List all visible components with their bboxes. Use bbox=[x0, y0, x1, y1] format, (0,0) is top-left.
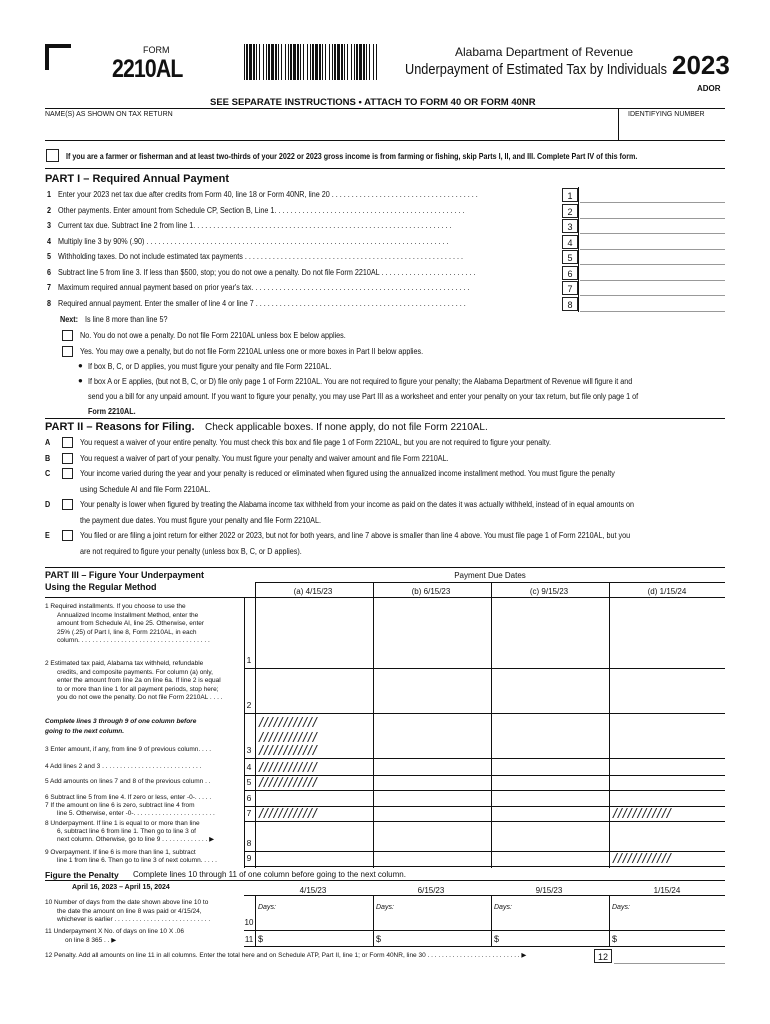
penalty-line10-text: the date the amount on line 8 was paid or 4/15/24, bbox=[57, 907, 202, 915]
bullet-icon: ● bbox=[78, 361, 83, 370]
part3-line-number: 6 bbox=[246, 793, 252, 803]
column-divider bbox=[609, 895, 610, 947]
part2-box-text: are not required to figure your penalty (unless box B, C, or D applies). bbox=[80, 547, 302, 556]
corner-mark bbox=[45, 44, 71, 70]
shaded-cell-hatch: //////////// bbox=[613, 850, 672, 866]
part1-line-text: Maximum required annual payment based on prior year's tax. . . . . . . . . . . . . . . . . . . . . . . . . . . . . . . . . . . . . . . . . . . . . . . . . . . . . . . bbox=[58, 283, 470, 292]
next-label: Next: bbox=[60, 315, 79, 324]
shaded-cell-hatch: //////////// bbox=[259, 774, 318, 790]
part3-line-number: 7 bbox=[246, 808, 252, 818]
part2-box-letter: D bbox=[45, 500, 51, 509]
part3-amount-input[interactable] bbox=[256, 851, 372, 865]
penalty-line11-text: 11 Underpayment X No. of days on line 10 X .06 bbox=[45, 928, 184, 935]
days-input[interactable] bbox=[257, 900, 371, 928]
complete-note: Complete lines 3 through 9 of one column before bbox=[45, 718, 197, 725]
part3-column-header: (b) 6/15/23 bbox=[411, 587, 451, 596]
barcode-bar bbox=[354, 44, 355, 80]
part1-line-text: Current tax due. Subtract line 2 from line 1. . . . . . . . . . . . . . . . . . . . . . . . . . . . . . . . . . . . . . . . . . . . . . . . . . . . . . . . . . . . . . . . . bbox=[58, 221, 452, 230]
barcode-bar bbox=[329, 44, 330, 80]
part3-line-text: line 1 from line 6. Then go to line 3 of next column. . . . . bbox=[57, 857, 217, 864]
part1-amount-input[interactable] bbox=[580, 218, 725, 234]
part2-box-letter: A bbox=[45, 438, 51, 447]
barcode-image bbox=[244, 44, 380, 80]
part3-column-header: (a) 4/15/23 bbox=[293, 587, 333, 596]
days-label: Days: bbox=[612, 904, 630, 911]
part2-box-checkbox[interactable] bbox=[62, 499, 73, 510]
penalty-period: April 16, 2023 – April 15, 2024 bbox=[72, 884, 170, 891]
part1-line-number: 4 bbox=[47, 236, 52, 246]
barcode-bar bbox=[376, 44, 377, 80]
attach-instructions: SEE SEPARATE INSTRUCTIONS • ATTACH TO FORM 40 OR FORM 40NR bbox=[210, 97, 536, 108]
part3-row-rule bbox=[244, 821, 725, 822]
bullet2-text: If box A or E applies, (but not B, C, or D) file only page 1 of Form 2210AL. You are not required to figure your penalty; the Alabama Department of Revenue will figure it and bbox=[88, 377, 633, 386]
barcode-bar bbox=[290, 44, 292, 80]
part3-amount-input[interactable] bbox=[374, 760, 490, 774]
barcode-bar bbox=[351, 44, 352, 80]
part1-line-box: 6 bbox=[562, 266, 578, 280]
column-divider bbox=[609, 583, 610, 868]
farmer-note: If you are a farmer or fisherman and at least two-thirds of your 2022 or 2023 gross income is from farming or fishing, skip Parts I, II, and III. Complete Part IV of this form. bbox=[66, 151, 638, 161]
part2-box-text: Your income varied during the year and your penalty is reduced or eliminated when figured using the annualized income installment method. You must figure the penalty bbox=[80, 469, 615, 478]
barcode-bar bbox=[300, 44, 301, 80]
penalty-amount-input[interactable] bbox=[503, 932, 605, 945]
barcode-bar bbox=[344, 44, 345, 80]
dollar-sign: $ bbox=[612, 934, 618, 944]
part2-box-letter: E bbox=[45, 531, 50, 540]
part3-amount-input[interactable] bbox=[374, 851, 490, 865]
days-label: Days: bbox=[494, 904, 512, 911]
part2-box-checkbox[interactable] bbox=[62, 530, 73, 541]
part1-line-number: 7 bbox=[47, 283, 52, 292]
complete-note: going to the next column. bbox=[45, 728, 125, 735]
barcode-bar bbox=[271, 44, 274, 80]
agency-code: ADOR bbox=[697, 84, 721, 93]
part3-amount-input[interactable] bbox=[610, 791, 726, 805]
part2-box-text: Your penalty is lower when figured by treating the Alabama income tax withheld from your income as paid on the dates it was actually withheld, instead of in equal amounts on bbox=[80, 500, 635, 509]
part3-line-number: 9 bbox=[246, 853, 252, 863]
part3-line4-text: 4 Add lines 2 and 3 . . . . . . . . . . . . . . . . . . . . . . . . . . . . bbox=[45, 763, 202, 770]
yes-checkbox[interactable] bbox=[62, 346, 73, 357]
part3-line3-text: 3 Enter amount, if any, from line 9 of previous column. . . . bbox=[45, 746, 212, 753]
part3-amount-input[interactable] bbox=[492, 775, 608, 789]
barcode-bar bbox=[246, 44, 248, 80]
barcode-bar bbox=[259, 44, 260, 80]
penalty-line-number: 11 bbox=[244, 935, 254, 944]
part2-rule bbox=[45, 418, 725, 419]
column-divider bbox=[491, 895, 492, 947]
column-divider bbox=[491, 583, 492, 868]
shaded-cell-hatch: //////////// bbox=[259, 742, 318, 758]
barcode-bar bbox=[263, 44, 264, 80]
barcode-bar bbox=[275, 44, 277, 80]
part1-line-number: 5 bbox=[47, 252, 52, 261]
barcode-bar bbox=[297, 44, 299, 80]
barcode-bar bbox=[315, 44, 318, 80]
barcode-bar bbox=[325, 44, 326, 80]
barcode-bar bbox=[281, 44, 282, 80]
part3-amount-input[interactable] bbox=[492, 743, 608, 757]
part3-amount-input[interactable] bbox=[610, 775, 726, 789]
penalty-rule bbox=[45, 880, 725, 881]
yes-text: Yes. You may owe a penalty, but do not file Form 2210AL unless one or more boxes in Part II below applies. bbox=[80, 347, 424, 356]
part3-amount-input[interactable] bbox=[492, 851, 608, 865]
penalty-amount-input[interactable] bbox=[385, 932, 487, 945]
part3-line-text: you do not owe the penalty. Do not file Form 2210AL . . . . bbox=[57, 694, 223, 701]
part1-line-number: 8 bbox=[47, 298, 52, 308]
days-label: Days: bbox=[258, 904, 276, 911]
part1-line-text: Enter your 2023 net tax due after credits from Form 40, line 18 or Form 40NR, line 20 . . . . . . . . . . . . . . . . . . . . . . . . . . . . . . . . . . . . . bbox=[58, 190, 478, 199]
shaded-cell-hatch: //////////// bbox=[259, 759, 318, 775]
part3-amount-input[interactable] bbox=[492, 791, 608, 805]
farmer-checkbox[interactable] bbox=[46, 149, 59, 162]
days-input[interactable] bbox=[375, 900, 489, 928]
part3-line-text: 1 Required installments. If you choose to use the bbox=[45, 603, 186, 610]
form-label: FORM bbox=[143, 45, 170, 55]
id-input[interactable] bbox=[622, 120, 722, 138]
part1-amount-input[interactable] bbox=[580, 296, 725, 312]
barcode-bar bbox=[249, 44, 252, 80]
part3-column-header: (d) 1/15/24 bbox=[647, 587, 687, 596]
part1-amount-input[interactable] bbox=[580, 265, 725, 281]
penalty-row-rule bbox=[244, 930, 725, 931]
part1-line-text: Subtract line 5 from line 3. If less than $500, stop; you do not owe a penalty. Do not file Form 2210AL . . . . . . . . . . . . . . . . . . . . . . . . bbox=[58, 267, 476, 277]
part3-amount-input[interactable] bbox=[492, 760, 608, 774]
part3-amount-input[interactable] bbox=[374, 791, 490, 805]
dollar-sign: $ bbox=[376, 934, 382, 944]
barcode-bar bbox=[293, 44, 296, 80]
part2-box-letter: C bbox=[45, 469, 51, 478]
part3-line-text: to or more than line 1 for all payment periods, stop here; bbox=[57, 685, 219, 693]
penalty-line10-text: whichever is earlier . . . . . . . . . . . . . . . . . . . . . . . . . . . bbox=[57, 916, 211, 923]
part3-row-rule bbox=[244, 866, 725, 867]
part3-amount-input[interactable] bbox=[374, 836, 490, 850]
days-input[interactable] bbox=[493, 900, 607, 928]
part3-amount-input[interactable] bbox=[610, 743, 726, 757]
part1-line-text: Other payments. Enter amount from Schedule CP, Section B, Line 1. . . . . . . . . . . . . . . . . . . . . . . . . . . . . . . . . . . . . . . . . . . . . . . . bbox=[58, 205, 465, 215]
barcode-bar bbox=[312, 44, 314, 80]
bullet-icon: ● bbox=[78, 376, 83, 385]
barcode-bar bbox=[341, 44, 343, 80]
tax-year: 2023 bbox=[672, 50, 730, 80]
shaded-cell-hatch: //////////// bbox=[259, 729, 318, 745]
part1-amount-input[interactable] bbox=[580, 280, 725, 296]
part3-amount-input[interactable] bbox=[256, 698, 372, 712]
department-name: Alabama Department of Revenue bbox=[455, 45, 634, 59]
part3-amount-input[interactable] bbox=[492, 698, 608, 712]
part3-line-number: 3 bbox=[246, 745, 252, 755]
column-divider bbox=[255, 583, 256, 868]
barcode-bar bbox=[253, 44, 255, 80]
barcode-bar bbox=[366, 44, 367, 80]
barcode-bar bbox=[337, 44, 340, 80]
part3-line-text: 2 Estimated tax paid, Alabama tax withheld, refundable bbox=[45, 660, 204, 667]
part3-header-rule bbox=[45, 597, 725, 598]
no-checkbox[interactable] bbox=[62, 330, 73, 341]
part3-amount-input[interactable] bbox=[610, 698, 726, 712]
shaded-cell-hatch: //////////// bbox=[259, 805, 318, 821]
barcode-bar bbox=[356, 44, 358, 80]
part1-line-box: 5 bbox=[562, 250, 578, 264]
part2-box-letter: B bbox=[45, 454, 51, 463]
part3-line-text: line 5. Otherwise, enter -0-. . . . . . . . . . . . . . . . . . . . . . . bbox=[57, 810, 215, 817]
name-id-divider bbox=[618, 108, 619, 140]
column-divider bbox=[373, 895, 374, 947]
barcode-bar bbox=[359, 44, 362, 80]
penalty-divider bbox=[255, 895, 256, 947]
part3-amount-input[interactable] bbox=[492, 653, 608, 667]
part3-amount-input[interactable] bbox=[256, 836, 372, 850]
part3-amount-input[interactable] bbox=[492, 806, 608, 820]
barcode-bar bbox=[369, 44, 370, 80]
form-number: 2210AL bbox=[112, 55, 183, 83]
part3-line-text: column. . . . . . . . . . . . . . . . . . . . . . . . . . . . . . . . . . . . . bbox=[57, 637, 210, 644]
form-title: Underpayment of Estimated Tax by Individuals bbox=[405, 61, 667, 78]
part3-line6-text: 6 Subtract line 5 from line 4. If zero or less, enter -0-. . . . . bbox=[45, 794, 212, 801]
name-label: NAME(S) AS SHOWN ON TAX RETURN bbox=[45, 111, 173, 118]
part1-line-text: Multiply line 3 by 90% (.90) . . . . . . . . . . . . . . . . . . . . . . . . . . . . . . . . . . . . . . . . . . . . . . . . . . . . . . . . . . . . . . . . . . . . . . . . . . . . bbox=[58, 236, 449, 246]
part3-amount-input[interactable] bbox=[610, 760, 726, 774]
part3-column-header: (c) 9/15/23 bbox=[529, 587, 569, 596]
id-label: IDENTIFYING NUMBER bbox=[628, 111, 705, 118]
part3-amount-input[interactable] bbox=[610, 836, 726, 850]
part1-line-number: 1 bbox=[47, 190, 52, 199]
barcode-bar bbox=[278, 44, 279, 80]
penalty-row-rule bbox=[244, 946, 725, 947]
shaded-cell-hatch: //////////// bbox=[259, 714, 318, 730]
part2-box-checkbox[interactable] bbox=[62, 468, 73, 479]
due-dates-rule bbox=[255, 582, 725, 583]
dollar-sign: $ bbox=[494, 934, 500, 944]
barcode-bar bbox=[363, 44, 365, 80]
barcode-bar bbox=[319, 44, 321, 80]
part3-amount-input[interactable] bbox=[374, 806, 490, 820]
part1-line-text: Required annual payment. Enter the smaller of line 4 or line 7 . . . . . . . . . . . . . . . . . . . . . . . . . . . . . . . . . . . . . . . . . . . . . . . . . . . . . bbox=[58, 298, 466, 308]
part3-line-number: 1 bbox=[246, 655, 252, 665]
part1-heading: PART I – Required Annual Payment bbox=[45, 173, 229, 185]
part2-box-text: using Schedule AI and file Form 2210AL. bbox=[80, 485, 211, 494]
barcode-bar bbox=[266, 44, 267, 80]
bullet1-text: If box B, C, or D applies, you must figure your penalty and file Form 2210AL. bbox=[88, 362, 332, 371]
penalty-date: 1/15/24 bbox=[653, 886, 681, 895]
days-input[interactable] bbox=[611, 900, 725, 928]
line-number-divider bbox=[244, 598, 245, 868]
barcode-bar bbox=[334, 44, 336, 80]
penalty-total-input[interactable] bbox=[614, 949, 725, 964]
part3-line-number: 4 bbox=[246, 762, 252, 772]
part3-subheading: Using the Regular Method bbox=[45, 582, 157, 592]
part3-amount-input[interactable] bbox=[374, 653, 490, 667]
part3-line-number: 8 bbox=[246, 838, 252, 848]
part2-heading: PART II – Reasons for Filing. bbox=[45, 421, 195, 433]
part3-amount-input[interactable] bbox=[492, 836, 608, 850]
part3-line-text: Annualized Income Installment Method, enter the bbox=[57, 611, 199, 619]
part2-box-text: You request a waiver of part of your penalty. You must figure your penalty and waiver amount and file Form 2210AL. bbox=[80, 454, 449, 463]
part3-line-number: 5 bbox=[246, 777, 252, 787]
part3-amount-input[interactable] bbox=[610, 653, 726, 667]
no-text: No. You do not owe a penalty. Do not file Form 2210AL unless box E below applies. bbox=[80, 331, 346, 340]
part1-line-box: 1 bbox=[562, 188, 578, 202]
due-dates-label: Payment Due Dates bbox=[454, 571, 526, 580]
part3-line-text: 25% (.25) of Part I, line 8, Form 2210AL, in each bbox=[57, 628, 197, 636]
days-label: Days: bbox=[376, 904, 394, 911]
part3-rule bbox=[45, 567, 725, 568]
penalty-amount-input[interactable] bbox=[267, 932, 369, 945]
barcode-bar bbox=[373, 44, 374, 80]
part3-line-text: next column. Otherwise, go to line 9 . . . . . . . . . . . . . ▶ bbox=[57, 836, 215, 843]
part1-amount-input[interactable] bbox=[580, 249, 725, 265]
penalty-line-number: 10 bbox=[244, 918, 254, 927]
shaded-cell-hatch: //////////// bbox=[613, 805, 672, 821]
barcode-bar bbox=[244, 44, 245, 80]
part1-line-text: Withholding taxes. Do not include estimated tax payments . . . . . . . . . . . . . . . . . . . . . . . . . . . . . . . . . . . . . . . . . . . . . . . . . . . . . . . bbox=[58, 252, 463, 261]
penalty-line12-box: 12 bbox=[594, 949, 612, 963]
part3-amount-input[interactable] bbox=[256, 791, 372, 805]
part3-line-text: 7 If the amount on line 6 is zero, subtract line 4 from bbox=[45, 802, 195, 809]
part3-amount-input[interactable] bbox=[374, 775, 490, 789]
part3-amount-input[interactable] bbox=[256, 653, 372, 667]
bullet2-text-end: Form 2210AL. bbox=[88, 407, 136, 416]
barcode-bar bbox=[285, 44, 286, 80]
barcode-bar bbox=[268, 44, 270, 80]
part3-row-rule bbox=[244, 668, 725, 669]
farmer-rule bbox=[45, 168, 725, 169]
barcode-bar bbox=[332, 44, 333, 80]
barcode-bar bbox=[288, 44, 289, 80]
name-input[interactable] bbox=[45, 120, 615, 138]
part2-heading-note: Check applicable boxes. If none apply, do not file Form 2210AL. bbox=[205, 422, 488, 433]
barcode-bar bbox=[347, 44, 348, 80]
part1-amount-input[interactable] bbox=[580, 234, 725, 250]
part3-amount-input[interactable] bbox=[374, 743, 490, 757]
part1-line-box: 3 bbox=[562, 219, 578, 233]
part1-amount-divider bbox=[578, 187, 579, 312]
penalty-amount-input[interactable] bbox=[621, 932, 723, 945]
part1-line-number: 2 bbox=[47, 205, 52, 215]
part1-line-box: 8 bbox=[562, 297, 578, 311]
barcode-bar bbox=[303, 44, 304, 80]
barcode-bar bbox=[256, 44, 257, 80]
part1-line-number: 3 bbox=[47, 221, 52, 230]
part2-box-checkbox[interactable] bbox=[62, 453, 73, 464]
part3-line-number: 2 bbox=[246, 700, 252, 710]
barcode-bar bbox=[322, 44, 323, 80]
part3-amount-input[interactable] bbox=[374, 698, 490, 712]
part2-box-text: You filed or are filing a joint return for either 2022 or 2023, but not for both years, and line 7 above is smaller than line 4 above. You must file page 1 of Form 2210AL, but you bbox=[80, 531, 631, 540]
part1-amount-input[interactable] bbox=[580, 203, 725, 219]
barcode-bar bbox=[310, 44, 311, 80]
column-divider bbox=[373, 583, 374, 868]
part3-line-text: credits, and composite payments. For column (a) only, bbox=[57, 668, 213, 676]
bullet2-text-cont: send you a bill for any unpaid amount. If you want to figure your penalty, you may use Part III as a worksheet and enter your penalty on your tax return, but file only page 1 of bbox=[88, 392, 639, 401]
barcode-bar bbox=[307, 44, 308, 80]
part3-heading: PART III – Figure Your Underpayment bbox=[45, 570, 205, 580]
part1-line-box: 2 bbox=[562, 204, 578, 218]
penalty-date: 9/15/23 bbox=[535, 886, 563, 895]
part2-box-text: You request a waiver of your entire penalty. You must check this box and file page 1 of Form 2210AL, but you are not required to figure your penalty. bbox=[80, 438, 551, 447]
part3-line-text: amount from Schedule AI, line 25. Otherwise, enter bbox=[57, 620, 205, 627]
name-rule bbox=[45, 140, 725, 141]
part3-line5-text: 5 Add amounts on lines 7 and 8 of the previous column . . bbox=[45, 778, 211, 785]
header-rule bbox=[45, 108, 725, 109]
penalty-heading-note: Complete lines 10 through 11 of one column before going to the next column. bbox=[133, 870, 406, 879]
penalty-line10-text: 10 Number of days from the date shown above line 10 to bbox=[45, 899, 209, 906]
part1-line-box: 4 bbox=[562, 235, 578, 249]
penalty-date: 4/15/23 bbox=[299, 886, 327, 895]
part3-line-text: enter the amount from line 2a on line 6a. If line 2 is equal bbox=[57, 677, 221, 684]
part3-line-text: 8 Underpayment. If line 1 is equal to or more than line bbox=[45, 820, 200, 827]
part3-line-text: 9 Overpayment. If line 6 is more than line 1, subtract bbox=[45, 849, 196, 856]
penalty-date: 6/15/23 bbox=[417, 886, 445, 895]
part2-box-checkbox[interactable] bbox=[62, 437, 73, 448]
part1-line-number: 6 bbox=[47, 267, 52, 277]
part3-line-text: 6, subtract line 6 from line 1. Then go to line 3 of bbox=[57, 828, 196, 835]
part1-amount-input[interactable] bbox=[580, 187, 725, 203]
penalty-line11-formula: on line 8 365 . . ▶ bbox=[65, 937, 117, 944]
dollar-sign: $ bbox=[258, 934, 264, 944]
part1-line-box: 7 bbox=[562, 281, 578, 295]
part2-box-text: the payment due dates. You must figure your penalty and file Form 2210AL. bbox=[80, 516, 321, 525]
penalty-row-rule bbox=[244, 895, 725, 896]
penalty-line12-text: 12 Penalty. Add all amounts on line 11 in all columns. Enter the total here and on Schedule ATP, Part II, line 1; or Form 40NR, line 30 . . . . . . . . . . . . . . . . . . . . . . . . . . ▶ bbox=[45, 952, 527, 959]
penalty-heading: Figure the Penalty bbox=[45, 870, 119, 880]
next-question: Is line 8 more than line 5? bbox=[85, 315, 168, 324]
